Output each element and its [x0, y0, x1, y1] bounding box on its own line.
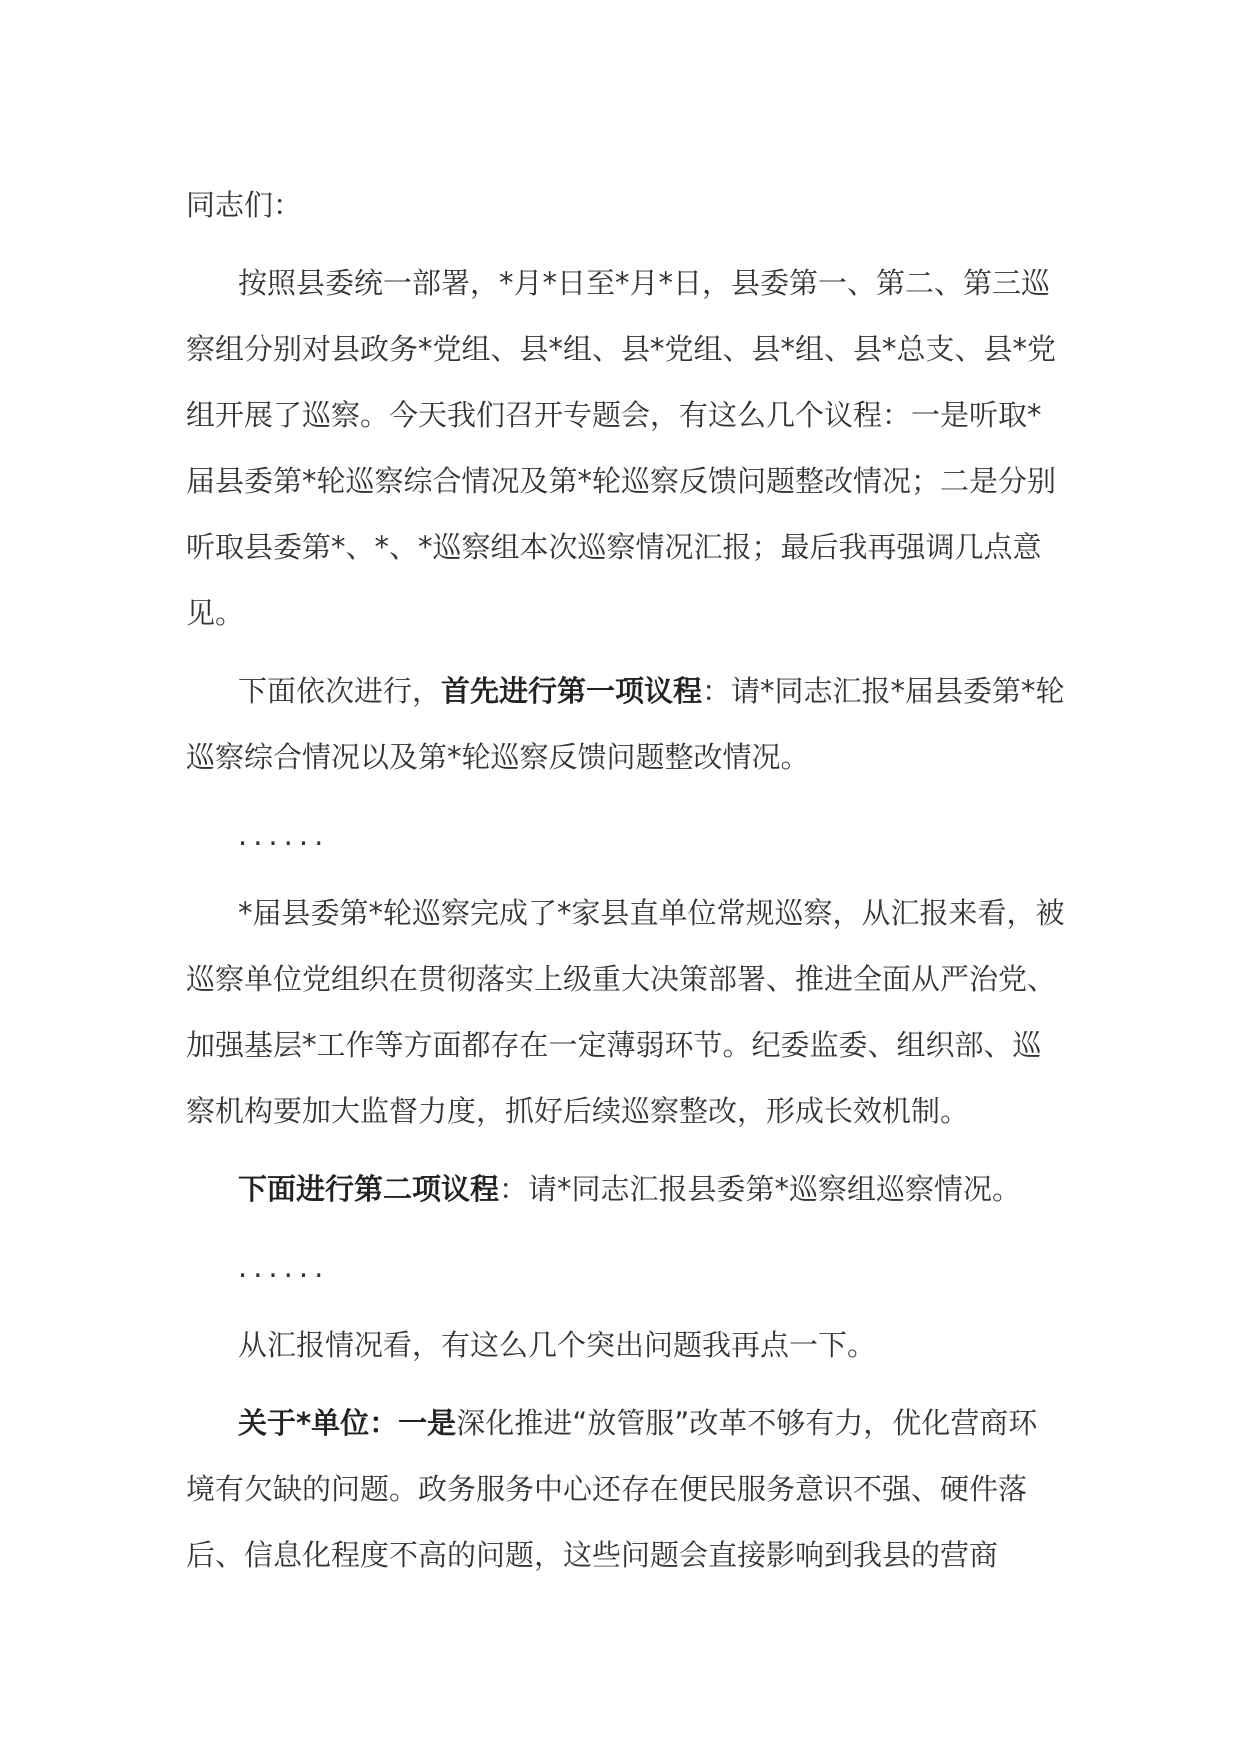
bold-point-one: 一是	[398, 1406, 457, 1440]
salutation: 同志们：	[186, 188, 303, 222]
paragraph-inspection-summary: *届县委第*轮巡察完成了*家县直单位常规巡察，从汇报来看，被巡察单位党组织在贯彻落实上级重大决策部署、推进全面从严治党、加强基层*工作等方面都存在一定薄弱环节。纪委监委、组织部、巡察机构要加大监督力度，抓好后续巡察整改，形成长效机制。	[186, 896, 1065, 1128]
paragraph-body-text: ：请*同志汇报*届县委第*轮巡察综合情况以及第*轮巡察反馈问题整改情况。	[186, 674, 1065, 774]
paragraph-lead-text: 下面依次进行，	[238, 674, 442, 708]
paragraph-first-item	[186, 658, 1066, 790]
paragraph-unit-issues	[186, 1390, 1066, 1588]
paragraph-body-text: ：请*同志汇报县委第*巡察组巡察情况。	[499, 1172, 1022, 1206]
document-body	[186, 172, 1066, 1600]
bold-unit-heading: 关于*单位：	[238, 1406, 399, 1440]
paragraph-issues-intro: 从汇报情况看，有这么几个突出问题我再点一下。	[238, 1328, 877, 1362]
ellipsis-divider: ......	[238, 1250, 330, 1284]
bold-first-item-heading: 首先进行第一项议程	[441, 674, 703, 708]
bold-second-item-heading: 下面进行第二项议程	[238, 1172, 500, 1206]
paragraph-agenda-intro: 按照县委统一部署，*月*日至*月*日，县委第一、第二、第三巡察组分别对县政务*党组、县*组、县*党组、县*组、县*总支、县*党组开展了巡察。今天我们召开专题会，有这么几个议程：一是听取*届县委第*轮巡察综合情况及第*轮巡察反馈问题整改情况；二是分别听取县委第*、*、*巡察组本次巡察情况汇报；最后我再强调几点意见。	[186, 266, 1057, 630]
paragraph-second-item	[186, 1156, 1066, 1222]
ellipsis-divider: ......	[238, 818, 330, 852]
paragraph-body-text: 深化推进“放管服”改革不够有力，优化营商环境有欠缺的问题。政务服务中心还存在便民服务意识不强、硬件落后、信息化程度不高的问题，这些问题会直接影响到我县的营商	[186, 1406, 1038, 1572]
